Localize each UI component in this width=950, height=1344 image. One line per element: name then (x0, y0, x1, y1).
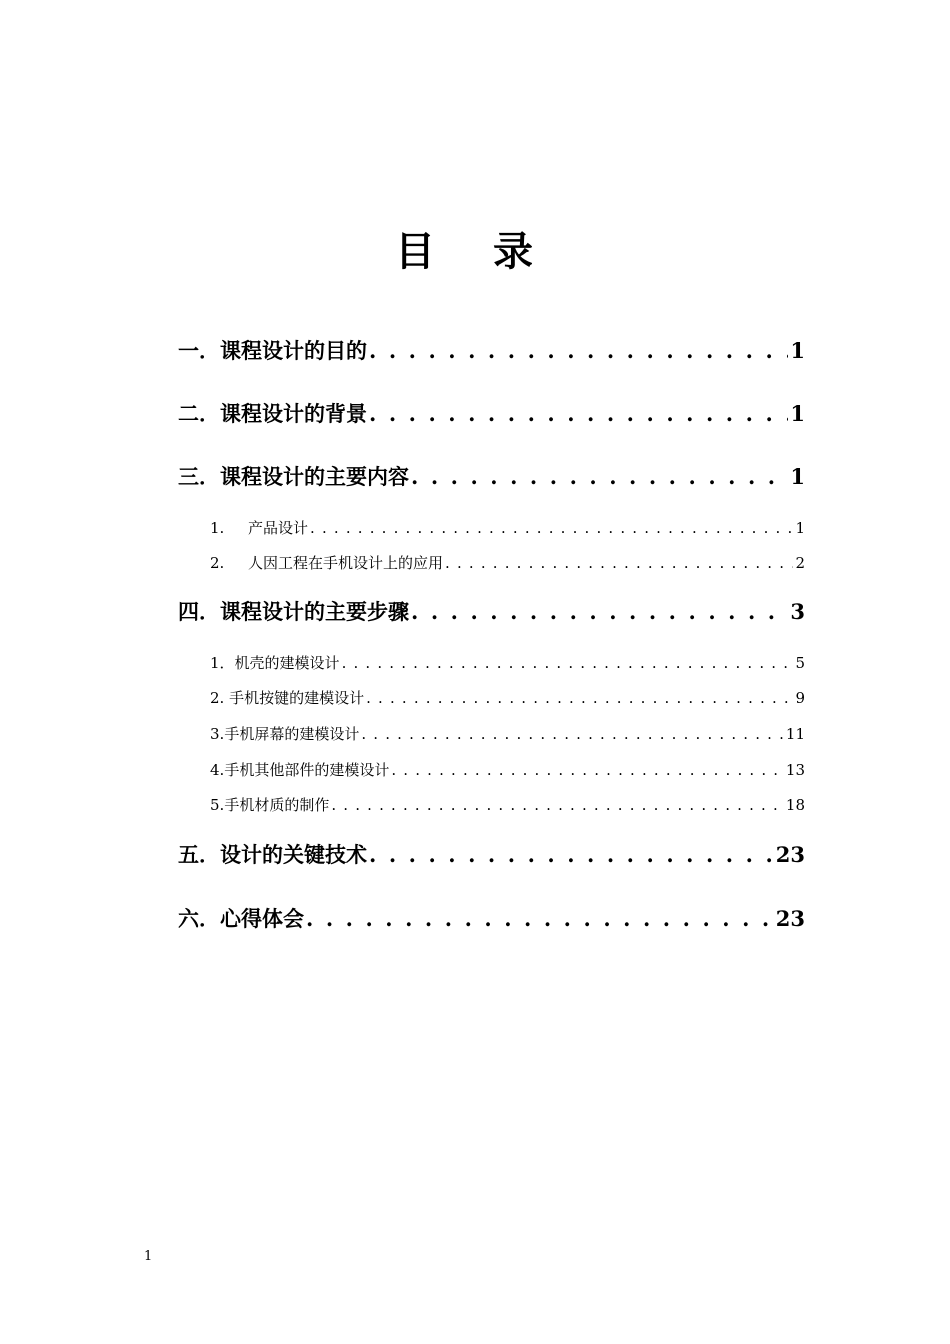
toc-dot-leader (310, 517, 793, 539)
toc-dot-leader (361, 723, 784, 745)
toc-dot-leader (391, 759, 784, 781)
toc-entry-page: 23 (775, 906, 805, 931)
toc-entry-prefix: 四． (178, 599, 220, 624)
toc-dot-leader (411, 597, 788, 627)
toc-entry-prefix: 五． (178, 842, 220, 867)
toc-entry-prefix: 三． (178, 464, 220, 489)
toc-dot-leader (331, 794, 784, 816)
toc-dot-leader (366, 687, 793, 709)
toc-entry-prefix: 二． (178, 401, 220, 426)
toc-entry[interactable] (178, 462, 805, 492)
page-title: 目 录 (395, 228, 555, 275)
toc-entry-page: 1 (790, 464, 805, 489)
toc-entry-page: 1 (790, 401, 805, 426)
toc-entry-title: 课程设计的目的 (220, 338, 367, 363)
toc-entry-title: 手机其他部件的建模设计 (224, 761, 390, 779)
toc-dot-leader (306, 904, 774, 934)
toc-entry[interactable] (178, 336, 805, 366)
toc-entry-title: 课程设计的背景 (220, 401, 367, 426)
toc-dot-leader (369, 840, 774, 870)
toc-dot-leader (369, 336, 788, 366)
footer-page-number: 1 (144, 1249, 153, 1264)
toc-entry-prefix: 1. (210, 519, 225, 537)
toc-subentry[interactable] (178, 759, 805, 781)
toc-dot-leader (342, 652, 794, 674)
toc-entry-prefix: 4. (210, 761, 225, 779)
toc-entry-prefix: 2. (210, 554, 225, 572)
toc-subentry[interactable] (178, 687, 805, 709)
toc-entry-title: 心得体会 (220, 906, 304, 931)
toc-entry-title: 课程设计的主要内容 (220, 464, 409, 489)
toc-dot-leader (445, 552, 793, 574)
toc-entry-page: 11 (785, 725, 805, 743)
toc-entry-title: 机壳的建模设计 (234, 654, 340, 672)
toc-entry-page: 2 (795, 554, 805, 572)
toc-entry-prefix: 六． (178, 906, 220, 931)
toc-entry-page: 23 (775, 842, 805, 867)
toc-subentry[interactable] (178, 552, 805, 574)
toc-entry-title: 产品设计 (248, 519, 309, 537)
toc-entry-prefix: 2. (210, 689, 230, 707)
toc-subentry[interactable] (178, 723, 805, 745)
toc-entry[interactable] (178, 904, 805, 934)
toc-entry[interactable] (178, 840, 805, 870)
toc-entry-title: 设计的关键技术 (220, 842, 367, 867)
toc-entry[interactable] (178, 597, 805, 627)
toc-entry-title: 人因工程在手机设计上的应用 (248, 554, 444, 572)
toc-entry-page: 5 (795, 654, 805, 672)
toc-entry-title: 手机屏幕的建模设计 (224, 725, 360, 743)
toc-dot-leader (369, 399, 788, 429)
toc-subentry[interactable] (178, 794, 805, 816)
toc-entry-title: 手机材质的制作 (224, 796, 330, 814)
toc-entry-page: 18 (785, 796, 805, 814)
toc-entry-prefix: 1． (210, 654, 235, 672)
toc-entry-page: 3 (790, 599, 805, 624)
toc-entry-prefix: 3. (210, 725, 225, 743)
toc-dot-leader (411, 462, 788, 492)
toc-entry-prefix: 5. (210, 796, 225, 814)
toc-entry[interactable] (178, 399, 805, 429)
toc-entry-prefix: 一． (178, 338, 220, 363)
toc-entry-page: 13 (785, 761, 805, 779)
toc-entry-title: 手机按键的建模设计 (229, 689, 365, 707)
toc-entry-page: 9 (795, 689, 805, 707)
toc-entry-title: 课程设计的主要步骤 (220, 599, 409, 624)
toc-subentry[interactable] (178, 517, 805, 539)
toc-subentry[interactable] (178, 652, 805, 674)
toc-entry-page: 1 (790, 338, 805, 363)
toc-entry-page: 1 (795, 519, 805, 537)
